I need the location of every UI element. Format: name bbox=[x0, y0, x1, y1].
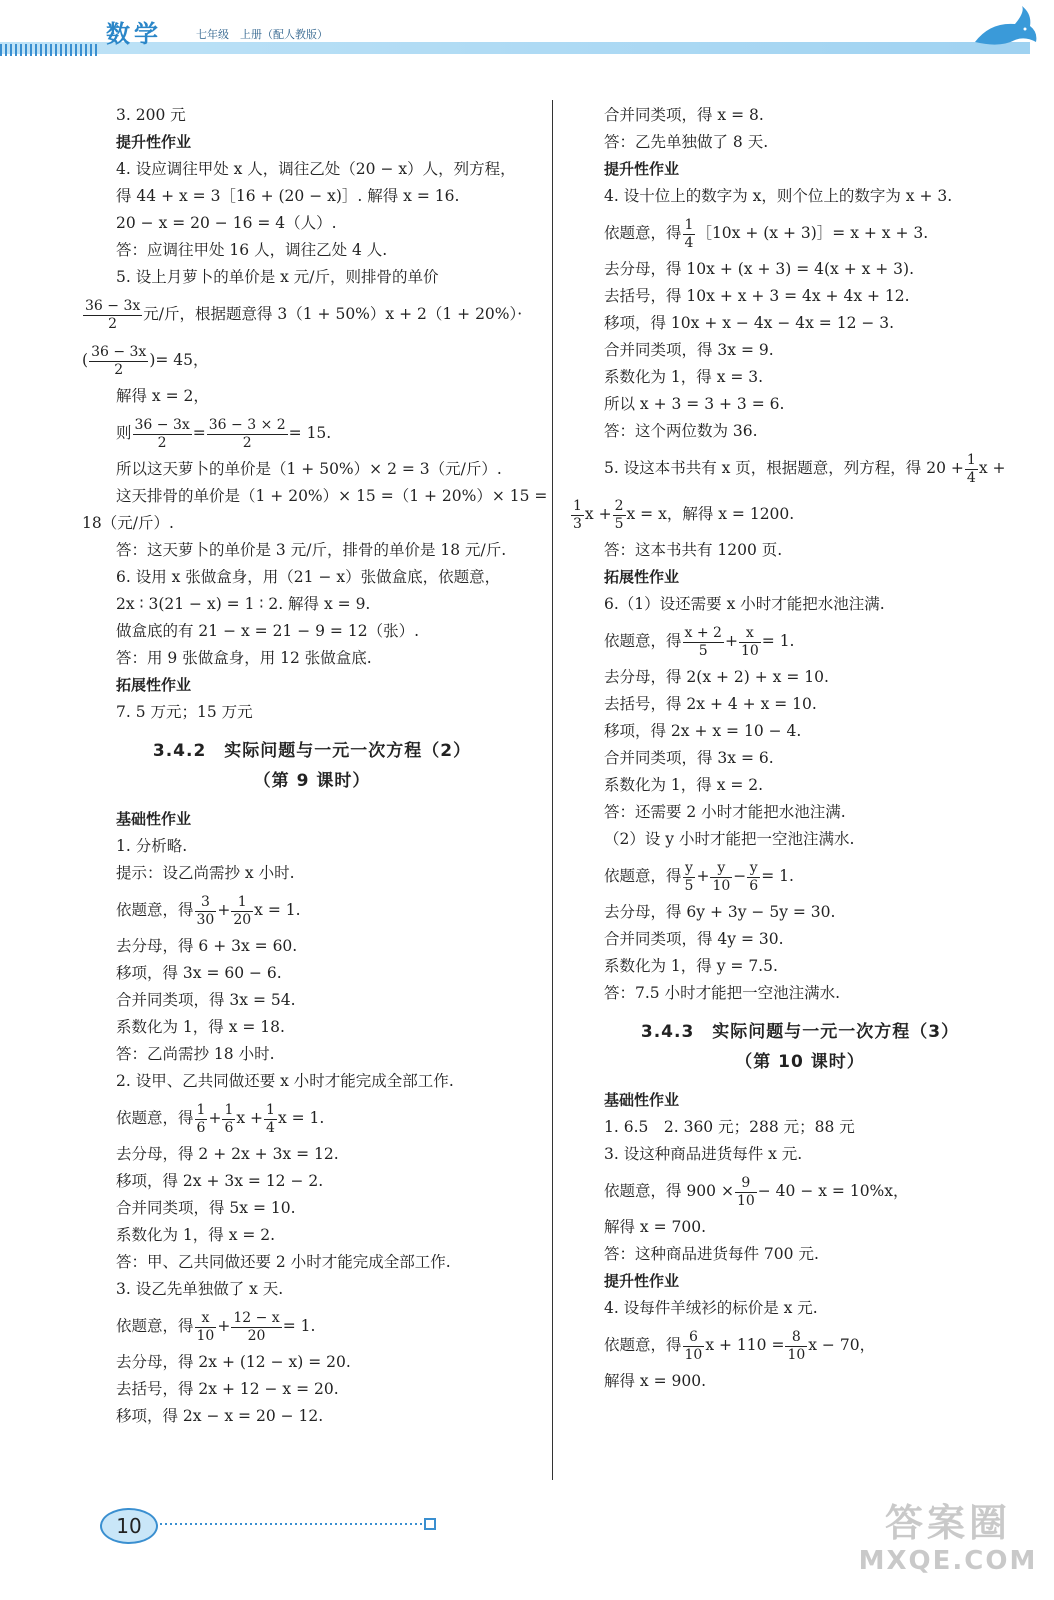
fraction: $\frac{x + 2}{5}$ bbox=[684, 625, 722, 659]
grade-label: 七年级 上册（配人教版） bbox=[196, 28, 328, 41]
answer-line: 去分母，得 2x + (12 − x) = 20. bbox=[116, 1353, 351, 1371]
answer-line: 去分母，得 2 + 2x + 3x = 12. bbox=[116, 1145, 339, 1163]
fraction: $\frac{2}{5}$ bbox=[614, 498, 624, 532]
answer-line: 1. 6.5 2. 360 元；288 元；88 元 bbox=[604, 1118, 855, 1136]
answer-line: 合并同类项，得 3x = 9. bbox=[604, 341, 774, 359]
dolphin-logo-icon bbox=[970, 2, 1040, 52]
answer-line: 依题意，得 $\frac{6}{10}$ x + 110 = $\frac{8}{10}$ x − 70， bbox=[604, 1329, 876, 1363]
answer-line: 3. 设乙先单独做了 x 天. bbox=[116, 1280, 284, 1298]
answer-line: 移项，得 2x − x = 20 − 12. bbox=[116, 1407, 324, 1425]
answer-line: 系数化为 1，得 y = 7.5. bbox=[604, 957, 778, 975]
answer-line: 移项，得 3x = 60 − 6. bbox=[116, 964, 282, 982]
answer-line: 答：用 9 张做盒身，用 12 张做盒底. bbox=[116, 649, 372, 667]
fraction: $\frac{1}{20}$ bbox=[233, 894, 252, 928]
answer-line: 做盒底的有 21 − x = 21 − 9 = 12（张）. bbox=[116, 622, 419, 640]
section-heading: 提升性作业 bbox=[116, 133, 192, 151]
right-column bbox=[570, 102, 1030, 1395]
page-number: 10 bbox=[100, 1508, 158, 1544]
lesson-title: 3.4.3 实际问题与一元一次方程（3） bbox=[640, 1022, 960, 1042]
fraction: $\frac{36 - 3x}{2}$ bbox=[134, 417, 190, 451]
answer-line: 2x ∶ 3(21 − x) = 1 ∶ 2. 解得 x = 9. bbox=[116, 595, 371, 613]
answer-line: 答：乙尚需抄 18 小时. bbox=[116, 1045, 275, 1063]
lesson-subtitle: （第 9 课时） bbox=[253, 771, 371, 791]
answer-line: 合并同类项，得 3x = 6. bbox=[604, 749, 774, 767]
watermark-url: MXQE.COM bbox=[858, 1546, 1038, 1576]
fraction: $\frac{1}{4}$ bbox=[266, 1102, 275, 1136]
answer-line: 依题意，得 $\frac{3}{30}$ + $\frac{1}{20}$ x = 1. bbox=[116, 894, 301, 928]
answer-line: 4. 设十位上的数字为 x，则个位上的数字为 x + 3. bbox=[604, 187, 953, 205]
answer-line: 依题意，得 $\frac{x + 2}{5}$ + $\frac{x}{10}$ = 1. bbox=[604, 625, 795, 659]
answer-line: 合并同类项，得 5x = 10. bbox=[116, 1199, 296, 1217]
column-divider bbox=[552, 100, 553, 1480]
answer-line: 依题意，得 $\frac{1}{4}$ ［10x + (x + 3)］= x + x + 3. bbox=[604, 217, 929, 251]
answer-line: 去分母，得 10x + (x + 3) = 4(x + x + 3). bbox=[604, 260, 915, 278]
fraction: $\frac{y}{5}$ bbox=[684, 860, 694, 894]
answer-line: （2）设 y 小时才能把一空池注满水. bbox=[604, 830, 855, 848]
footer-square-icon bbox=[424, 1518, 436, 1530]
watermark-text: 答案圈 bbox=[884, 1501, 1011, 1545]
fraction: $\frac{1}{6}$ bbox=[224, 1102, 234, 1136]
answer-line: 得 44 + x = 3［16 + (20 − x)］. 解得 x = 16. bbox=[116, 187, 460, 205]
fraction: $\frac{x}{10}$ bbox=[740, 625, 759, 659]
answer-line: 4. 设每件羊绒衫的标价是 x 元. bbox=[604, 1299, 818, 1317]
answer-line: 答：这本书共有 1200 页. bbox=[604, 541, 783, 559]
answer-line: 答：这个两位数为 36. bbox=[604, 422, 758, 440]
answer-line: 1. 分析略. bbox=[116, 837, 188, 855]
answer-line: 系数化为 1，得 x = 2. bbox=[604, 776, 764, 794]
answer-line: $\frac{1}{3}$ x + $\frac{2}{5}$ x = x，解得 x = 1200. bbox=[573, 498, 795, 532]
answer-line: ( $\frac{36 - 3x}{2}$ )= 45， bbox=[82, 344, 209, 378]
answer-line: 5. 设这本书共有 x 页，根据题意，列方程，得 20 + $\frac{1}{4}$ x + bbox=[604, 452, 1006, 486]
answer-line: 答：乙先单独做了 8 天. bbox=[604, 133, 769, 151]
answer-line: 依题意，得 $\frac{1}{6}$ + $\frac{1}{6}$ x + $\frac{1}{4}$ x = 1. bbox=[116, 1102, 325, 1136]
answer-line: 移项，得 10x + x − 4x − 4x = 12 − 3. bbox=[604, 314, 895, 332]
page-header bbox=[0, 0, 1054, 62]
answer-line: 移项，得 2x + x = 10 − 4. bbox=[604, 722, 802, 740]
answer-line: 18（元/斤）. bbox=[82, 514, 174, 532]
answer-line: 答：这种商品进货每件 700 元. bbox=[604, 1245, 819, 1263]
lesson-subtitle: （第 10 课时） bbox=[735, 1052, 865, 1072]
answer-line: 3. 设这种商品进货每件 x 元. bbox=[604, 1145, 803, 1163]
answer-line: 去括号，得 2x + 12 − x = 20. bbox=[116, 1380, 339, 1398]
fraction: $\frac{y}{6}$ bbox=[749, 860, 759, 894]
answer-line: 6.（1）设还需要 x 小时才能把水池注满. bbox=[604, 595, 885, 613]
answer-line: 合并同类项，得 x = 8. bbox=[604, 106, 764, 124]
answer-line: 依题意，得 $\frac{x}{10}$ + $\frac{12 - x}{20}$ = 1. bbox=[116, 1310, 316, 1344]
fraction: $\frac{8}{10}$ bbox=[787, 1329, 806, 1363]
answer-line: 解得 x = 700. bbox=[604, 1218, 707, 1236]
fraction: $\frac{36 - 3 \times 2}{2}$ bbox=[208, 417, 286, 451]
answer-line: 去括号，得 10x + x + 3 = 4x + 4x + 12. bbox=[604, 287, 910, 305]
section-heading: 提升性作业 bbox=[604, 1272, 680, 1290]
fraction: $\frac{y}{10}$ bbox=[712, 860, 731, 894]
answer-line: 系数化为 1，得 x = 2. bbox=[116, 1226, 276, 1244]
fraction: $\frac{1}{6}$ bbox=[196, 1102, 206, 1136]
answer-line: 所以这天萝卜的单价是（1 + 50%）× 2 = 3（元/斤）. bbox=[116, 460, 502, 478]
answer-line: 3. 200 元 bbox=[116, 106, 186, 124]
answer-line: 去分母，得 6y + 3y − 5y = 30. bbox=[604, 903, 836, 921]
left-column bbox=[82, 102, 548, 1430]
section-heading: 提升性作业 bbox=[604, 160, 680, 178]
answer-line: 依题意，得 $\frac{y}{5}$ + $\frac{y}{10}$ − $\frac{y}{6}$ = 1. bbox=[604, 860, 794, 894]
fraction: $\frac{9}{10}$ bbox=[736, 1175, 755, 1209]
answer-line: 答：甲、乙共同做还要 2 小时才能完成全部工作. bbox=[116, 1253, 451, 1271]
lesson-title: 3.4.2 实际问题与一元一次方程（2） bbox=[152, 741, 472, 761]
fraction: $\frac{3}{30}$ bbox=[196, 894, 215, 928]
section-heading: 基础性作业 bbox=[604, 1091, 680, 1109]
watermark bbox=[858, 1500, 1038, 1590]
answer-line: 解得 x = 900. bbox=[604, 1372, 707, 1390]
answer-line: 去括号，得 2x + 4 + x = 10. bbox=[604, 695, 817, 713]
answer-line: 则 $\frac{36 - 3x}{2}$ = $\frac{36 - 3 \times 2}{2}$ = 15. bbox=[116, 417, 332, 451]
fraction: $\frac{x}{10}$ bbox=[196, 1310, 215, 1344]
answer-line: 答：这天萝卜的单价是 3 元/斤，排骨的单价是 18 元/斤. bbox=[116, 541, 507, 559]
answer-line: 答：应调往甲处 16 人，调往乙处 4 人. bbox=[116, 241, 388, 259]
fraction: $\frac{1}{3}$ bbox=[573, 498, 582, 532]
answer-line: 7. 5 万元；15 万元 bbox=[116, 703, 253, 721]
section-heading: 基础性作业 bbox=[116, 810, 192, 828]
answer-line: 合并同类项，得 4y = 30. bbox=[604, 930, 784, 948]
answer-line: 2. 设甲、乙共同做还要 x 小时才能完成全部工作. bbox=[116, 1072, 454, 1090]
answer-line: 20 − x = 20 − 16 = 4（人）. bbox=[116, 214, 337, 232]
section-heading: 拓展性作业 bbox=[116, 676, 192, 694]
answer-line: 答：还需要 2 小时才能把水池注满. bbox=[604, 803, 846, 821]
answer-line: 4. 设应调往甲处 x 人，调往乙处（20 − x）人，列方程， bbox=[116, 160, 516, 178]
footer-dots bbox=[160, 1523, 422, 1525]
answer-line: 依题意，得 900 × $\frac{9}{10}$ − 40 − x = 10%x， bbox=[604, 1175, 909, 1209]
answer-line: $\frac{36 - 3x}{2}$ 元/斤，根据题意得 3（1 + 50%）x + 2（1 + 20%）· bbox=[85, 298, 523, 332]
answer-line: 这天排骨的单价是（1 + 20%）× 15 =（1 + 20%）× 15 = bbox=[116, 487, 548, 505]
answer-line: 所以 x + 3 = 3 + 3 = 6. bbox=[604, 395, 785, 413]
answer-line: 提示：设乙尚需抄 x 小时. bbox=[116, 864, 295, 882]
subject-title: 数学 bbox=[106, 20, 162, 48]
answer-line: 移项，得 2x + 3x = 12 − 2. bbox=[116, 1172, 324, 1190]
fraction: $\frac{36 - 3x}{2}$ bbox=[85, 298, 141, 332]
fraction: $\frac{36 - 3x}{2}$ bbox=[91, 344, 147, 378]
section-heading: 拓展性作业 bbox=[604, 568, 680, 586]
answer-line: 系数化为 1，得 x = 3. bbox=[604, 368, 764, 386]
header-ticks bbox=[0, 44, 100, 56]
answer-line: 合并同类项，得 3x = 54. bbox=[116, 991, 296, 1009]
fraction: $\frac{6}{10}$ bbox=[684, 1329, 703, 1363]
answer-line: 6. 设用 x 张做盒身，用（21 − x）张做盒底，依题意， bbox=[116, 568, 501, 586]
answer-line: 系数化为 1，得 x = 18. bbox=[116, 1018, 285, 1036]
answer-line: 去分母，得 2(x + 2) + x = 10. bbox=[604, 668, 829, 686]
fraction: $\frac{1}{4}$ bbox=[966, 452, 976, 486]
fraction: $\frac{12 - x}{20}$ bbox=[233, 1310, 280, 1344]
answer-line: 解得 x = 2， bbox=[116, 387, 209, 405]
answer-line: 去分母，得 6 + 3x = 60. bbox=[116, 937, 298, 955]
fraction: $\frac{1}{4}$ bbox=[684, 217, 694, 251]
answer-line: 答：7.5 小时才能把一空池注满水. bbox=[604, 984, 841, 1002]
answer-line: 5. 设上月萝卜的单价是 x 元/斤，则排骨的单价 bbox=[116, 268, 439, 286]
